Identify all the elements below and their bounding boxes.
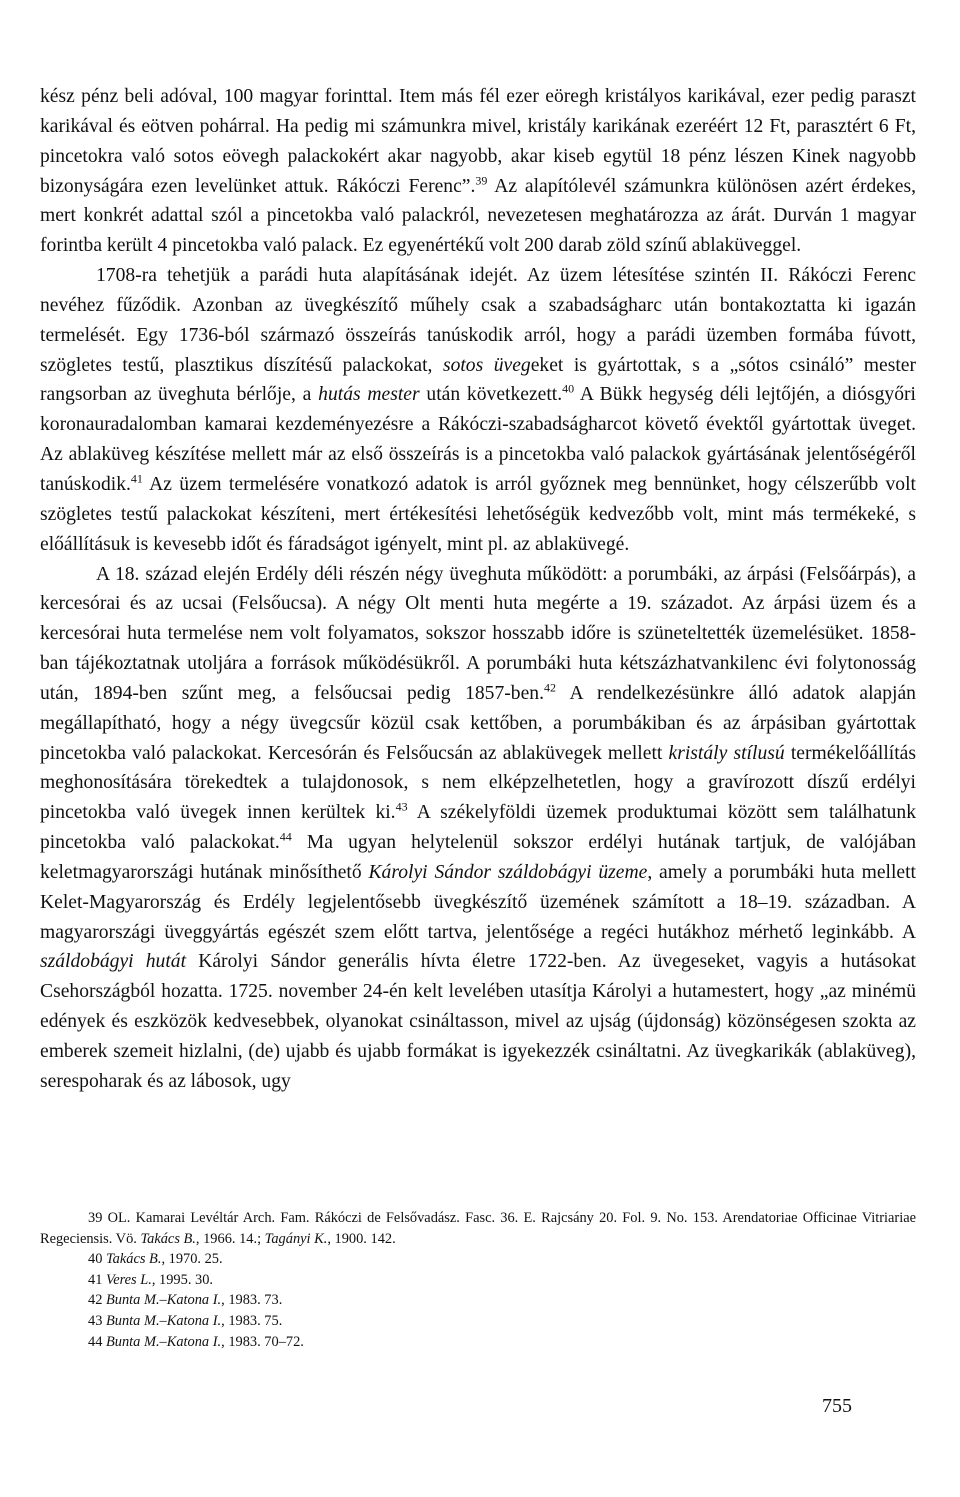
text-run: után következett. <box>419 384 563 406</box>
footnote-41 <box>40 1270 916 1291</box>
text-run: , 1983. 75. <box>221 1312 283 1329</box>
text-run: , 1995. 30. <box>151 1271 214 1288</box>
text-run: A 18. század elején Erdély déli részén négy üveghuta működött: a porumbáki, az árpási (Felsőárpás), a kercesórai és az ucsai (Felsőucsa). A négy Olt menti huta megérte a 19. századot. Az árpási üzem és a kercesórai huta termelése nem volt folyamatos, sokszor hosszabb időre is szüneteltették üzemelésüket. 1858-ban tájékoztatnak utoljára a források működésükről. A porumbáki huta kétszázhatvankilenc évi folytonosság után, 1894-ben szűnt meg, a felsőucsai pedig 1857-ben. <box>40 563 916 704</box>
footnote-number: 43 <box>88 1312 106 1329</box>
text-run: A székelyföldi üzemek produktumai között sem találhatunk pincetokba való palackokat. <box>40 802 916 854</box>
text-run: A Bükk hegység déli lejtőjén, a diósgyőri koronauradalomban kamarai kezdeményezésre a Rákóczi-szabadságharcot követő évektől gyártottak üveget. Az ablaküveg készítése mellett már az első összeírás is a pincetokba való palackok gyártásának jelentőségéről tanúskodik. <box>40 384 916 495</box>
text-run: , amely a porumbáki huta mellett Kelet-Magyarország és Erdély legjelentősebb üvegkészítő üzemének számított a 18–19. században. A magyarországi üveggyártás egészét szem előtt tartva, jelentősége a regéci hutákhoz mérhető leginkább. A <box>40 861 916 943</box>
italic-term: száldobágyi hutát <box>40 951 187 973</box>
text-run: Ma ugyan helytelenül sokszor erdélyi hutának tartjuk, de valójában keletmagyarországi hutának minősíthető <box>40 832 916 883</box>
text-run: Az üzem termelésére vonatkozó adatok is arról győznek meg bennünket, hogy célszerűbb volt szögletes testű palackokat készíteni, mert értékesítési lehetőségük kedvezőbb volt, mint más termékeké, s előállításuk is kevesebb időt és fáradságot igényelt, mint pl. az ablaküvegé. <box>40 473 916 555</box>
italic-term: sotos üveg <box>442 354 531 376</box>
author-name: Bunta M.–Katona I. <box>106 1312 222 1329</box>
text-run: , 1966. 14.; <box>195 1230 265 1247</box>
paragraph-3 <box>40 560 916 1097</box>
text-run: , 1900. 142. <box>327 1230 396 1247</box>
footnote-number: 41 <box>88 1271 106 1288</box>
text-run: Az alapítólevél számunkra különösen azért érdekes, mert konkrét adattal szól a pincetokba való palackról, nevezetesen meghatározza az árát. Durván 1 magyar forintba került 4 pincetokba való palack. Ez egyenértékű volt 200 darab zöld színű ablaküveggel. <box>40 175 917 257</box>
page-number: 755 <box>822 1395 852 1417</box>
text-run: 1708-ra tehetjük a parádi huta alapításának idejét. Az üzem létesítése szintén II. Rákóczi Ferenc nevéhez fűződik. Azonban az üvegkészítő műhely csak a szabadságharc után bontakoztatta ki igazán termelését. Egy 1736-ból származó összeírás tanúskodik arról, hogy a parádi üzemben formába fúvott, szögletes testű, plasztikus díszítésű palackokat, <box>40 265 916 376</box>
author-name: Veres L. <box>106 1271 152 1288</box>
text-run: A rendelkezésünkre álló adatok alapján megállapítható, hogy a négy üvegcsűr közül csak kettőben, a porumbákiban és az árpásiban gyártottak pincetokba való palackokat. Kercesórán és Felsőucsán az ablaküvegek mellett <box>40 682 916 764</box>
author-name: Bunta M.–Katona I. <box>106 1333 222 1350</box>
author-name: Bunta M.–Katona I. <box>106 1292 222 1309</box>
text-run: , 1970. 25. <box>161 1251 223 1268</box>
footnote-ref-44[interactable]: 44 <box>279 829 292 844</box>
author-name: Takács B. <box>140 1230 196 1247</box>
text-run: , 1983. 73. <box>221 1292 283 1309</box>
italic-term: Károlyi Sándor száldobágyi üzeme <box>368 861 648 883</box>
footnote-43 <box>40 1311 916 1332</box>
footnote-ref-42[interactable]: 42 <box>543 680 556 695</box>
text-run: termékelőállítás meghonosítására törekedtek a tulajdonosok, s nem elképzelhetetlen, hogy a gravírozott díszű erdélyi pincetokba való üvegek innen kerültek ki. <box>40 742 916 824</box>
author-name: Takács B. <box>106 1251 162 1268</box>
footnote-number: 44 <box>88 1333 106 1350</box>
paragraph-1 <box>40 82 916 261</box>
footnote-ref-43[interactable]: 43 <box>395 799 408 814</box>
footnote-ref-40[interactable]: 40 <box>562 381 575 396</box>
text-run: eket is gyártottak, s a „sótos csináló” mester rangsorban az üveghuta bérlője, a <box>40 354 916 406</box>
footnotes <box>40 1208 916 1352</box>
footnote-number: 40 <box>88 1251 106 1268</box>
footnote-number: 42 <box>88 1292 106 1309</box>
footnote-42 <box>40 1290 916 1311</box>
footnote-39 <box>40 1208 916 1249</box>
footnote-ref-41[interactable]: 41 <box>130 471 143 486</box>
text-run: kész pénz beli adóval, 100 magyar forinttal. Item más fél ezer eöregh kristályos karikával, ezer pedig paraszt karikával és eötven pohárral. Ha pedig mi számunkra mivel, kristály karikának ezeréért 12 Ft, parasztért 6 Ft, pincetokra való sotos eövegh palackokért akar nagyobb, akar kiseb egytül 18 pénz lészen Kinek nagyobb bizonyságára ezen levelünket attuk. Rákóczi Ferenc”. <box>40 86 916 197</box>
text-run: 39 OL. Kamarai Levéltár Arch. Fam. Rákóczi de Felsővadász. Fasc. 36. E. Rajcsány 20. Fol. 9. No. 153. Arendatoriae Officinae Vitriariae Regeciensis. Vö. <box>40 1210 916 1247</box>
main-text <box>40 82 916 1097</box>
footnote-44 <box>40 1332 916 1353</box>
italic-term: hutás mester <box>318 384 420 406</box>
paragraph-2 <box>40 261 916 559</box>
footnote-ref-39[interactable]: 39 <box>475 173 488 187</box>
text-run: Károlyi Sándor generális hívta életre 1722-ben. Az üvegeseket, vagyis a hutásokat Csehországból hozatta. 1725. november 24-én kelt levelében utasítja Károlyi a hutamestert, hogy „az minémü edények és eszközök kedvesebbek, olyanokat csináltasson, mivel az ujság (újdonság) közönségesen szokta az emberek szemeit hizlalni, (de) ujabb és ujabb formákat is igyekezzék csináltatni. Az üvegkarikák (ablaküveg), serespoharak és az lábosok, ugy <box>40 951 916 1092</box>
author-name: Tagányi K. <box>264 1230 328 1247</box>
footnote-40 <box>40 1249 916 1270</box>
italic-term: kristály stílusú <box>668 742 785 764</box>
text-run: , 1983. 70–72. <box>221 1333 304 1350</box>
